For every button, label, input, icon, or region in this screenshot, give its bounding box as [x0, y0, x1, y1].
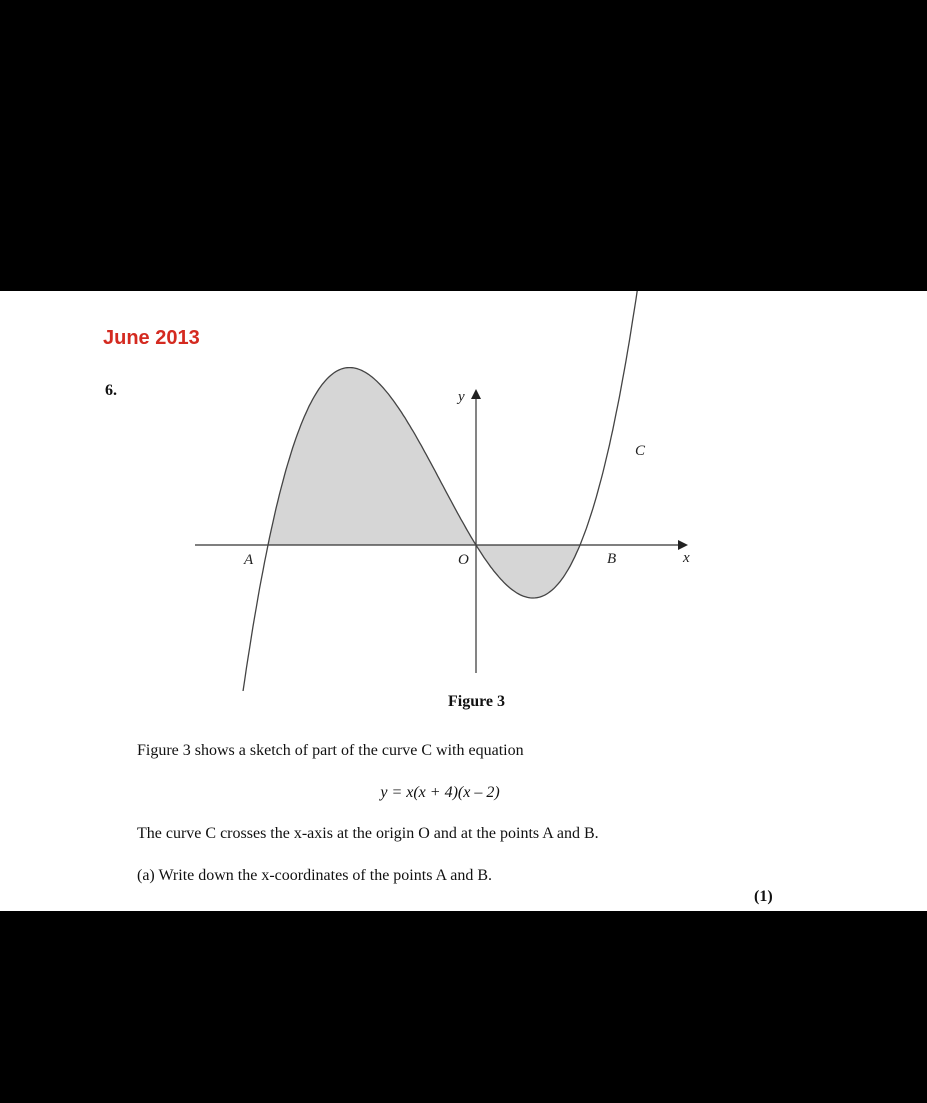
session-heading: June 2013 — [103, 327, 200, 349]
y-axis-arrow-icon — [471, 389, 481, 399]
question-page — [0, 291, 927, 911]
crosses-text: The curve C crosses the x-axis at the origin O and at the points A and B. — [137, 825, 599, 842]
origin-label: O — [458, 552, 469, 568]
question-number: 6. — [105, 382, 117, 399]
x-axis-label: x — [683, 550, 690, 566]
curve-sketch-figure — [0, 291, 927, 691]
shaded-region-right — [476, 545, 580, 598]
intro-text: Figure 3 shows a sketch of part of the curve C with equation — [137, 742, 524, 759]
x-axis-arrow-icon — [678, 540, 688, 550]
y-axis-label: y — [458, 389, 465, 405]
curve-equation: y = x(x + 4)(x – 2) — [380, 784, 500, 801]
shaded-region-left — [268, 368, 476, 546]
part-a-text: (a) Write down the x-coordinates of the points A and B. — [137, 867, 492, 884]
point-a-label: A — [244, 552, 254, 568]
curve-label: C — [635, 443, 646, 459]
point-b-label: B — [607, 551, 617, 567]
marks-label: (1) — [754, 888, 773, 905]
figure-caption: Figure 3 — [447, 693, 506, 710]
